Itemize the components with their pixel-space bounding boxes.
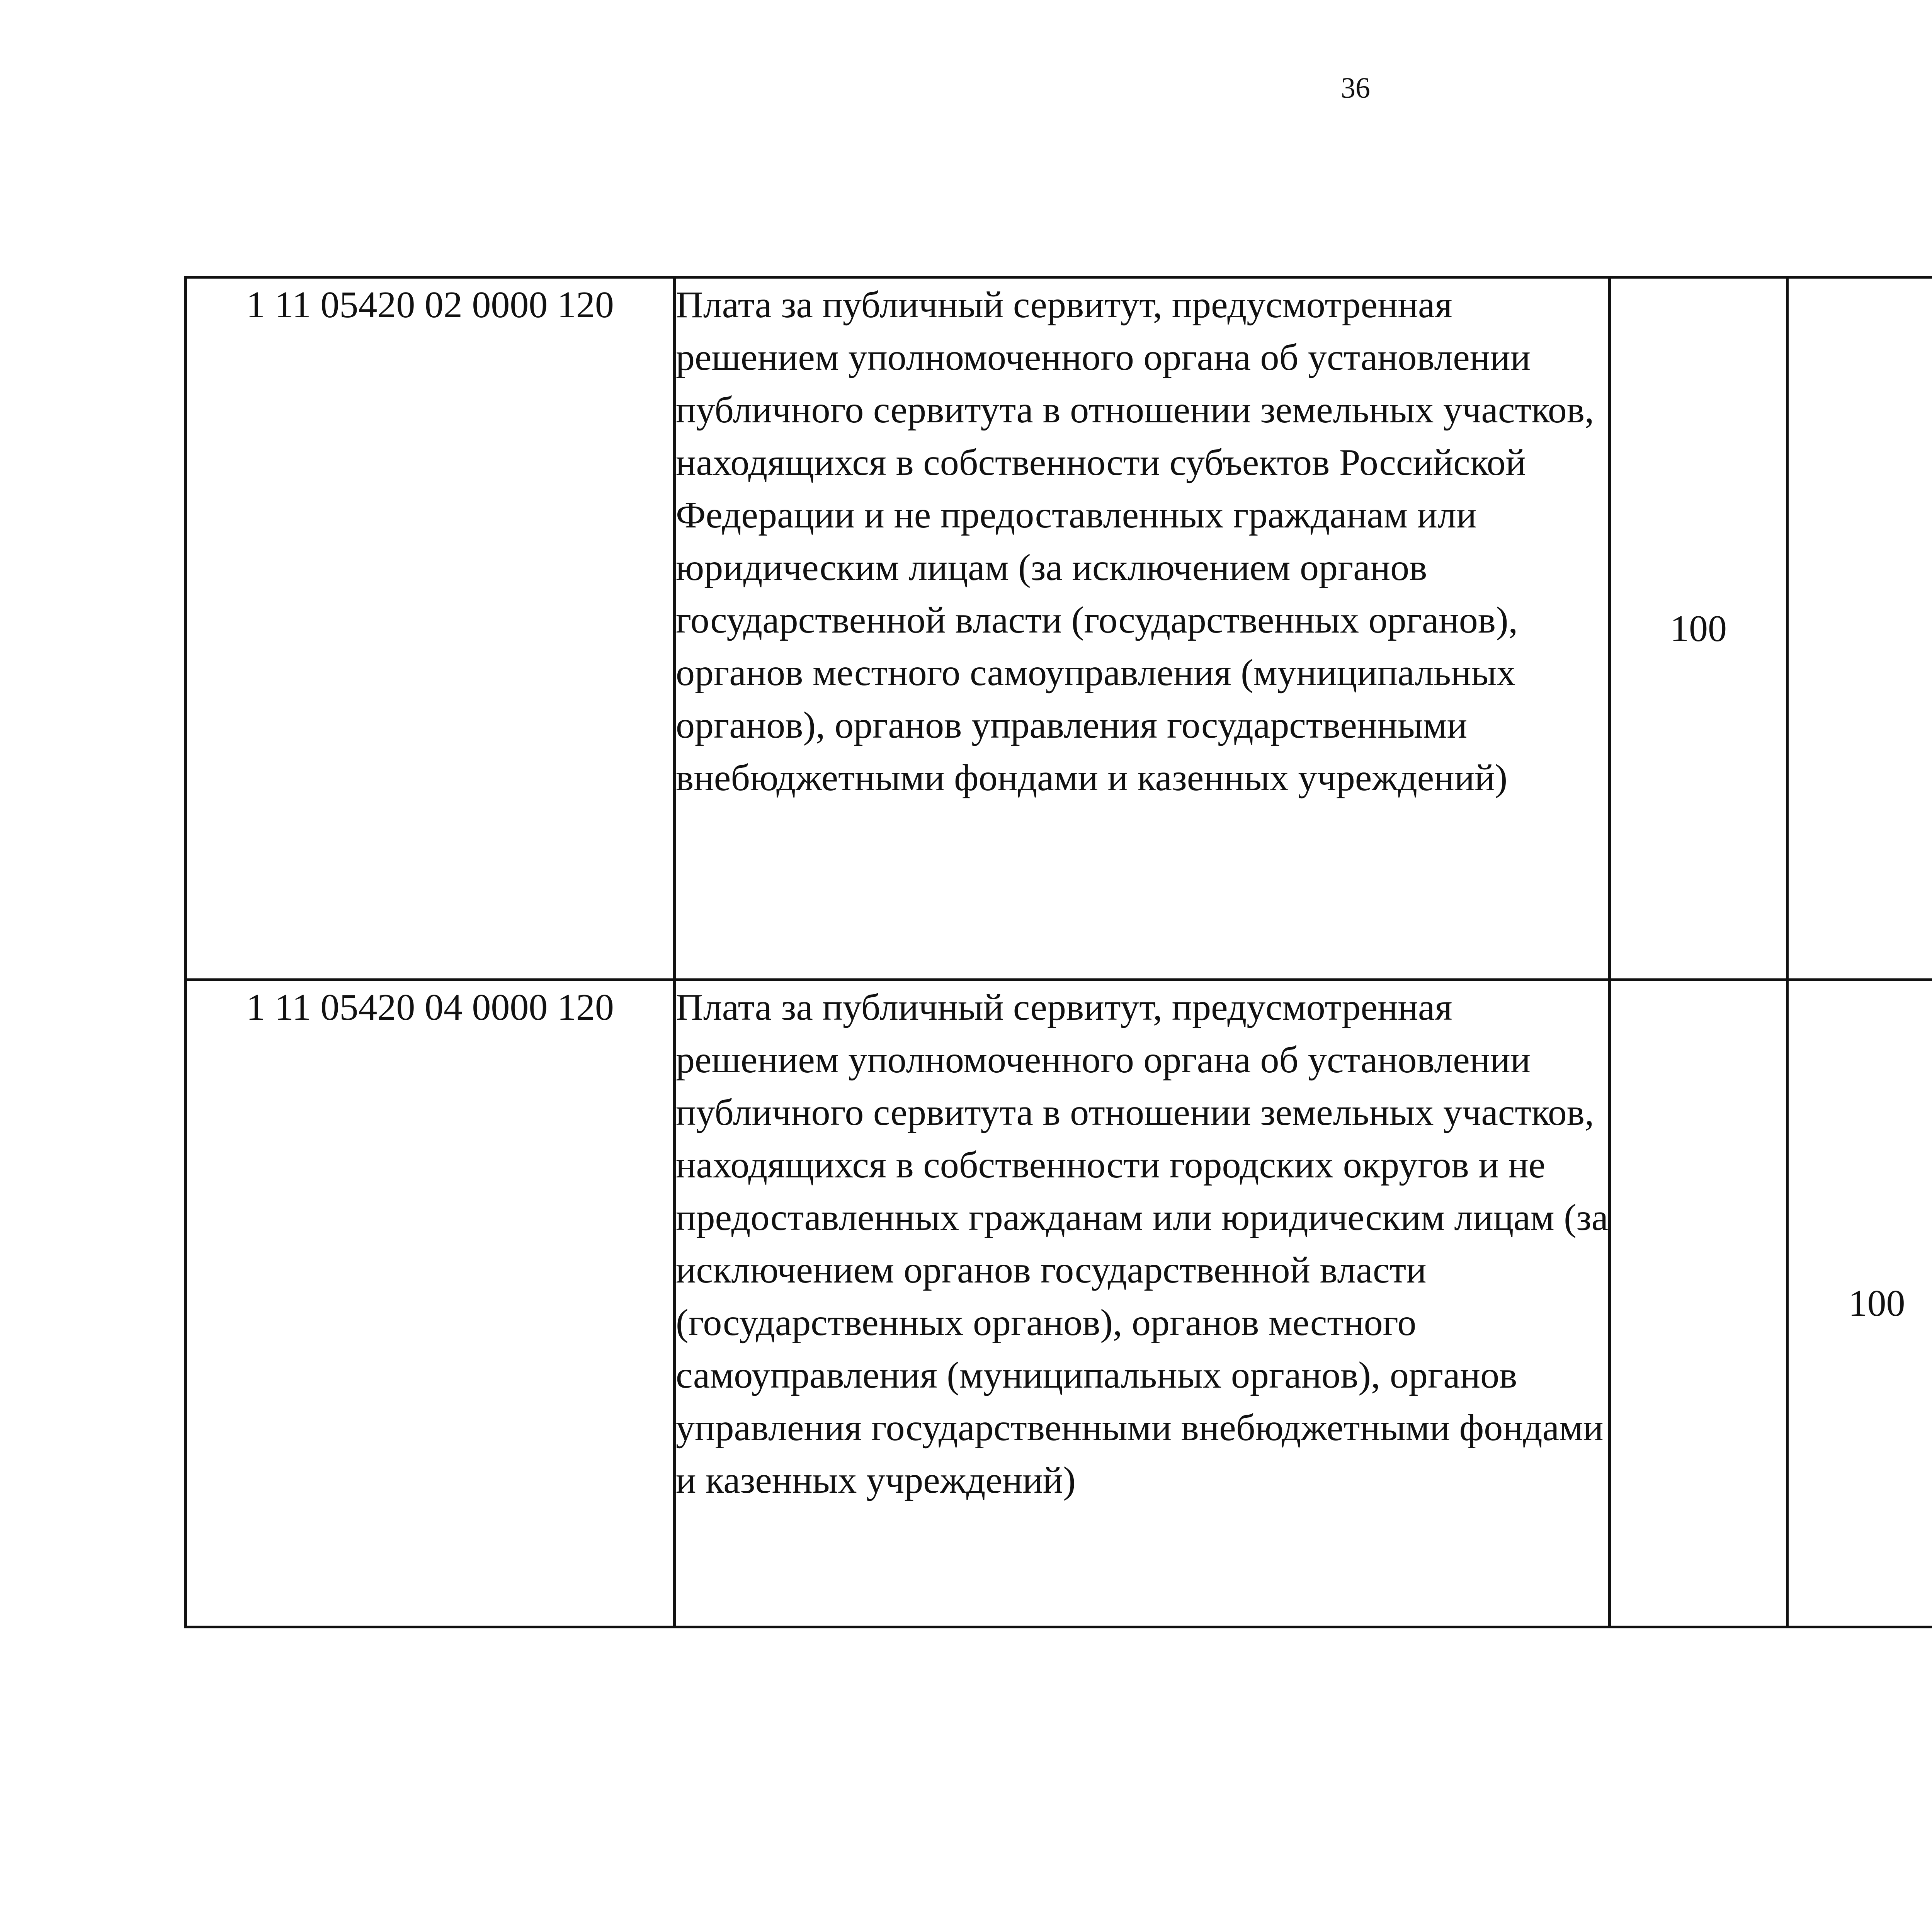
share-cell-1 bbox=[1610, 980, 1787, 1627]
budget-code-cell: 1 11 05420 04 0000 120 bbox=[186, 980, 675, 1627]
revenue-distribution-table bbox=[184, 276, 1932, 1628]
share-cell-2 bbox=[1787, 277, 1932, 980]
budget-code-cell: 1 11 05420 02 0000 120 bbox=[186, 277, 675, 980]
revenue-description-cell: Плата за публичный сервитут, предусмотренная решением уполномоченного органа об установлении публичного сервитута в отношении земельных участков, находящихся в собственности городских округов и не предоставленных гражданам или юридическим лицам (за исключением органов государственной власти (государственных органов), органов местного самоуправления (муниципальных органов), органов управления государственными внебюджетными фондами и казенных учреждений) bbox=[675, 980, 1610, 1627]
page-number: 36 bbox=[1341, 72, 1370, 104]
share-cell-1: 100 bbox=[1610, 277, 1787, 980]
revenue-description-cell: Плата за публичный сервитут, предусмотренная решением уполномоченного органа об установлении публичного сервитута в отношении земельных участков, находящихся в собственности субъектов Российской Федерации и не предоставленных гражданам или юридическим лицам (за исключением органов государственной власти (государственных органов), органов местного самоуправления (муниципальных органов), органов управления государственными внебюджетными фондами и казенных учреждений) bbox=[675, 277, 1610, 980]
table-row bbox=[186, 277, 1932, 980]
share-cell-2: 100 bbox=[1787, 980, 1932, 1627]
table-row bbox=[186, 980, 1932, 1627]
